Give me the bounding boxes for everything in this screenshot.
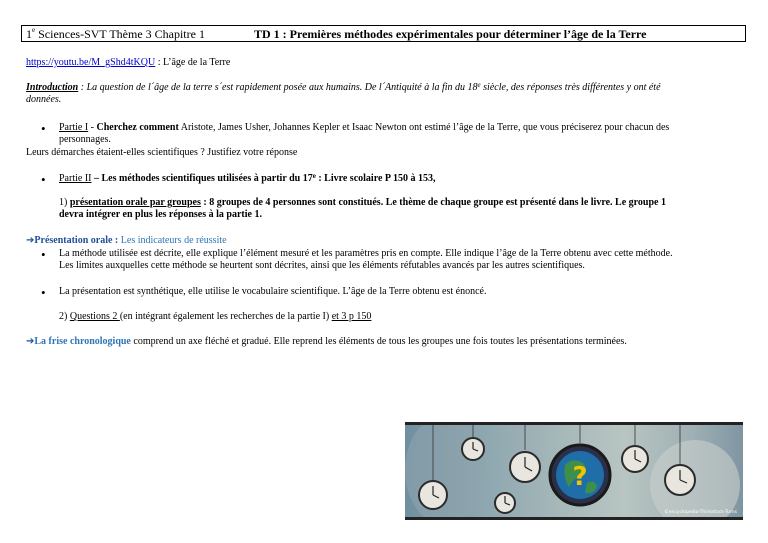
bullet-dot: • [41, 285, 46, 300]
frise-line: ➔La frise chronologique comprend un axe fléché et gradué. Elle reprend les éléments de tous les groupes une fois toutes les présentations terminées. [26, 336, 627, 347]
bullet-dot: • [41, 247, 46, 262]
bullet-dot: • [41, 172, 46, 187]
task2-text: 2) Questions 2 (en intégrant également les recherches de la partie I) et 3 p 150 [59, 311, 372, 322]
oral-item-2: La présentation est synthétique, elle utilise le vocabulaire scientifique. L’âge de la Terre obtenu est énoncé. [59, 286, 487, 297]
oral-item-1: La méthode utilisée est décrite, elle explique l’élément mesuré et les paramètres pris en compte. Elle indique l’âge de la Terre obtenu avec cette méthode. Les limites auxquelles cette méthode se heurtent sont décrites, ainsi que les éléments réfutables avancés par les autres scientifiques. [59, 248, 673, 272]
clocks-earth-illustration [405, 425, 743, 517]
intro-paragraph: Introduction : La question de l´âge de la terre s´est rapidement posée aux humains. De l´Antiquité à la fin du 18e siècle, des réponses très différentes y ont été données. [26, 81, 661, 106]
header-course: 1e Sciences-SVT Thème 3 Chapitre 1 [26, 26, 205, 41]
arrow-right-icon: ➔ [26, 336, 35, 347]
partie1-label: Partie I [59, 122, 89, 133]
partie1-text: Partie I - Cherchez comment Aristote, James Usher, Johannes Kepler et Isaac Newton ont estimé l’âge de la Terre, que vous préciserez pour chacun des personnages. [59, 122, 670, 146]
header-title: TD 1 : Premières méthodes expérimentales pour déterminer l’âge de la Terre [254, 27, 647, 41]
image-credit: ©encyclopedia-Thinkstock-Turns [664, 510, 737, 515]
video-line [26, 57, 230, 69]
intro-label: Introduction [26, 82, 79, 93]
oral-heading: ➔Présentation orale : Les indicateurs de réussite [26, 235, 227, 246]
partie2-text: Partie II – Les méthodes scientifiques utilisées à partir du 17e : Livre scolaire P 150 à 153, [59, 172, 436, 184]
video-title: : L’âge de la Terre [155, 57, 231, 68]
video-link[interactable]: https://youtu.be/M_gShd4tKQU [26, 57, 156, 68]
partie1-question: Leurs démarches étaient-elles scientifiques ? Justifiez votre réponse [26, 147, 298, 158]
arrow-right-icon: ➔ [26, 235, 35, 246]
bullet-dot: • [41, 121, 46, 136]
svg-text:?: ? [572, 462, 588, 492]
task1-text: 1) présentation orale par groupes : 8 groupes de 4 personnes sont constitués. Le thème de chaque groupe est présenté dans le livre. Le groupe 1 devra intégrer en plus les réponses à la partie 1. [59, 197, 666, 221]
clocks-earth-image [405, 422, 743, 520]
partie2-label: Partie II [59, 173, 92, 184]
